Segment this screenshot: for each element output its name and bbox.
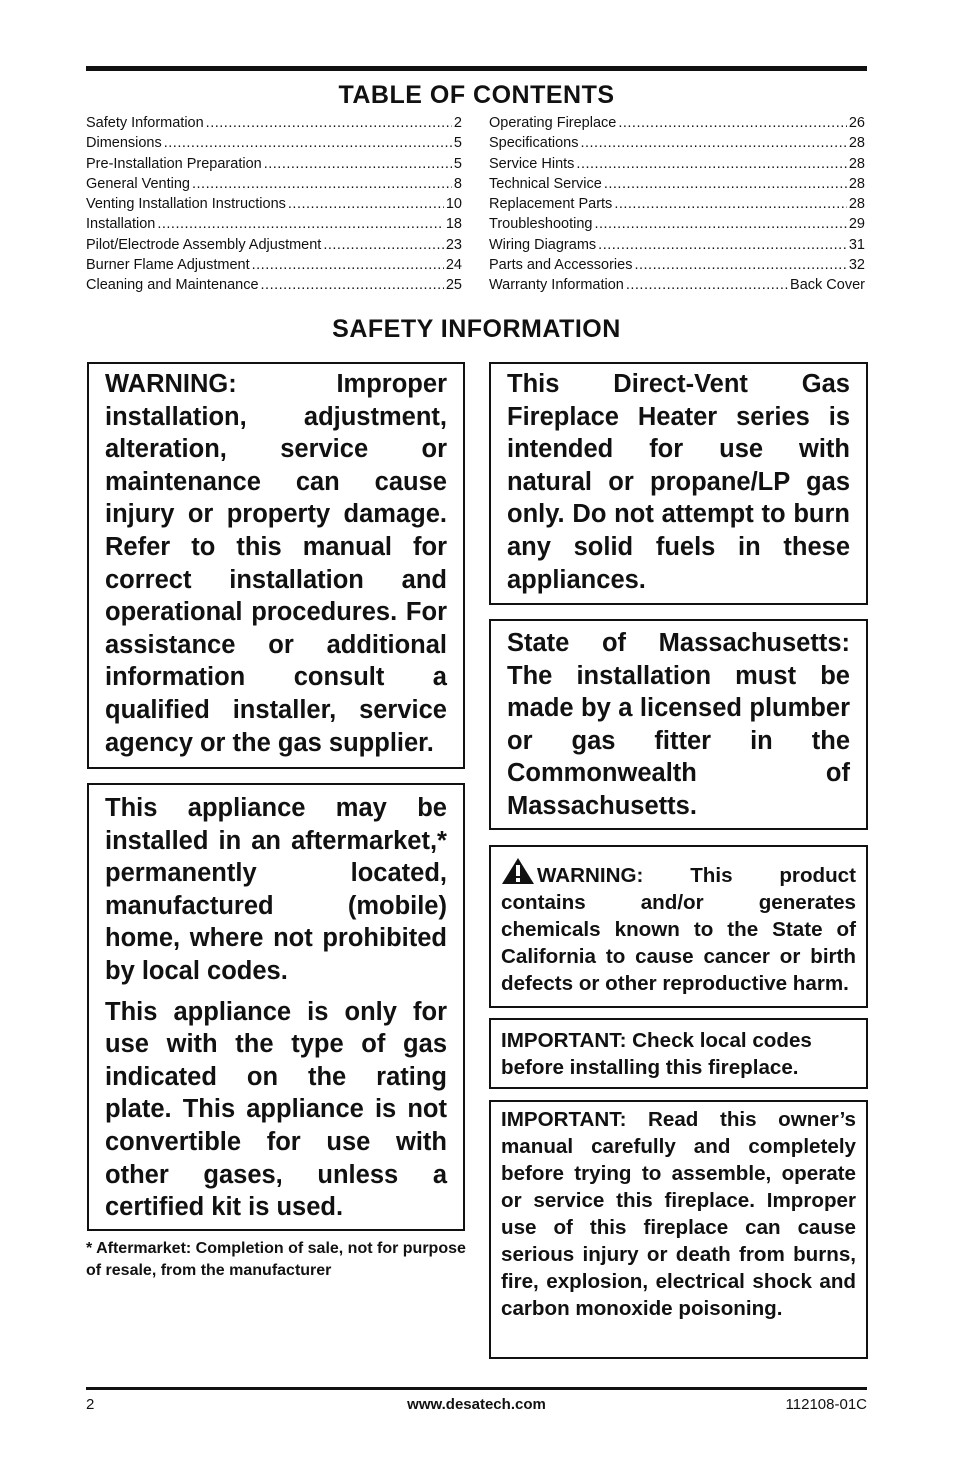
page-number: 2 bbox=[86, 1396, 95, 1413]
toc-entry bbox=[489, 255, 865, 275]
important-codes-box bbox=[489, 1018, 868, 1089]
prop65-box bbox=[489, 845, 868, 1008]
toc-entry-label: Operating Fireplace bbox=[489, 115, 617, 131]
toc-leader-dots bbox=[261, 275, 444, 295]
toc-entry-label: Warranty Information bbox=[489, 277, 624, 294]
important-read-text: IMPORTANT: Read this owner’s manual carefully and completely before trying to assemble, operate or service this fireplace. Improper use of this fireplace can cause serious injury or death from burns, fire, explosion, electrical shock and carbon monoxide poisoning. bbox=[501, 1108, 856, 1320]
toc-entry bbox=[489, 154, 865, 174]
toc-entry-page: 2 bbox=[453, 115, 462, 131]
toc-entry-page: 10 bbox=[445, 196, 462, 213]
toc-entry-page: 28 bbox=[848, 175, 865, 192]
toc-entry bbox=[489, 214, 865, 234]
toc-entry-page: 23 bbox=[445, 236, 462, 253]
warning-box bbox=[87, 362, 465, 769]
toc-entry bbox=[489, 275, 865, 295]
toc-leader-dots bbox=[192, 174, 452, 194]
mobile-home-text: This appliance may be installed in an aftermarket,* permanently located, manufactured (mobile) home, where not prohibited by local codes. bbox=[105, 794, 447, 985]
toc-entry-page: 28 bbox=[848, 155, 865, 172]
toc-leader-dots bbox=[576, 154, 846, 174]
toc-entry-page: 24 bbox=[445, 257, 462, 274]
toc-entry bbox=[86, 194, 462, 214]
toc-left-column bbox=[86, 113, 462, 296]
toc-entry bbox=[86, 133, 462, 153]
toc-leader-dots bbox=[618, 113, 847, 133]
document-number: 112108-01C bbox=[785, 1396, 867, 1413]
toc-leader-dots bbox=[164, 133, 452, 153]
toc-entry-page: 8 bbox=[453, 175, 462, 192]
toc-leader-dots bbox=[264, 154, 452, 174]
toc-entry bbox=[86, 275, 462, 295]
toc-entry-label: General Venting bbox=[86, 175, 190, 192]
toc-entry bbox=[86, 214, 462, 234]
massachusetts-text: State of Massachusetts: The installation must be made by a licensed plumber or gas fitter in the Commonwealth of Massachusetts. bbox=[507, 629, 850, 820]
toc-entry bbox=[489, 174, 865, 194]
toc-entry bbox=[489, 113, 865, 133]
toc-entry-label: Pre-Installation Preparation bbox=[86, 155, 262, 172]
toc-entry-label: Cleaning and Maintenance bbox=[86, 277, 259, 294]
toc-leader-dots bbox=[323, 235, 444, 255]
toc-leader-dots bbox=[626, 275, 788, 295]
appliance-box bbox=[87, 783, 465, 1231]
direct-vent-text: This Direct-Vent Gas Fireplace Heater series is intended for use with natural or propane/LP gas only. Do not attempt to burn any solid fuels in these appliances. bbox=[507, 370, 850, 594]
important-read-box bbox=[489, 1100, 868, 1359]
toc-leader-dots bbox=[614, 194, 847, 214]
warning-triangle-icon bbox=[501, 857, 535, 885]
prop65-text: WARNING: This product contains and/or generates chemicals known to the State of California to cause cancer or birth defects or other reproductive harm. bbox=[501, 864, 856, 995]
toc-entry-label: Wiring Diagrams bbox=[489, 236, 597, 253]
toc-entry bbox=[489, 235, 865, 255]
toc-entry-label: Safety Information bbox=[86, 115, 204, 131]
toc-entry bbox=[489, 194, 865, 214]
warning-text: WARNING: Improper installation, adjustment, alteration, service or maintenance can cause injury or property damage. Refer to this manual for correct installation and operational procedures. For assistance or additional information consult a qualified installer, service agency or the gas supplier. bbox=[105, 370, 447, 757]
toc-entry-page: 26 bbox=[848, 115, 865, 131]
safety-title: SAFETY INFORMATION bbox=[332, 315, 621, 343]
toc-entry-page: Back Cover bbox=[790, 277, 865, 294]
toc-entry-page: 29 bbox=[848, 216, 865, 233]
toc-entry-label: Venting Installation Instructions bbox=[86, 196, 286, 213]
toc-entry-page: 28 bbox=[848, 135, 865, 152]
toc-entry bbox=[86, 154, 462, 174]
toc-leader-dots bbox=[157, 214, 444, 234]
toc-entry bbox=[86, 113, 462, 133]
toc-entry-label: Dimensions bbox=[86, 135, 162, 152]
toc-entry-label: Replacement Parts bbox=[489, 196, 613, 213]
direct-vent-box bbox=[489, 362, 868, 605]
toc-entry bbox=[489, 133, 865, 153]
important-codes-text: IMPORTANT: Check local codes before installing this fireplace. bbox=[501, 1029, 812, 1079]
toc-entry-label: Burner Flame Adjustment bbox=[86, 257, 250, 274]
toc-leader-dots bbox=[598, 235, 847, 255]
top-rule bbox=[86, 66, 867, 71]
toc-entry-page: 5 bbox=[453, 155, 462, 172]
toc-entry-page: 32 bbox=[848, 257, 865, 274]
toc-entry-label: Installation bbox=[86, 216, 156, 233]
toc-entry-page: 31 bbox=[848, 236, 865, 253]
toc-entry-page: 25 bbox=[445, 277, 462, 294]
toc-leader-dots bbox=[634, 255, 846, 275]
toc-entry bbox=[86, 235, 462, 255]
bottom-rule bbox=[86, 1387, 867, 1390]
toc-entry-label: Pilot/Electrode Assembly Adjustment bbox=[86, 236, 322, 253]
toc-entry-page: 5 bbox=[453, 135, 462, 152]
toc-right-column bbox=[489, 113, 865, 296]
toc-entry-page: 18 bbox=[445, 216, 462, 233]
toc-entry-label: Technical Service bbox=[489, 175, 602, 192]
toc-entry-label: Parts and Accessories bbox=[489, 257, 633, 274]
toc-leader-dots bbox=[580, 133, 846, 153]
toc-entry-page: 28 bbox=[848, 196, 865, 213]
toc-leader-dots bbox=[604, 174, 847, 194]
toc-leader-dots bbox=[252, 255, 444, 275]
toc-entry bbox=[86, 174, 462, 194]
toc-leader-dots bbox=[206, 113, 452, 133]
massachusetts-box bbox=[489, 619, 868, 830]
toc-entry-label: Specifications bbox=[489, 135, 579, 152]
website: www.desatech.com bbox=[407, 1396, 546, 1413]
toc-entry-label: Troubleshooting bbox=[489, 216, 593, 233]
toc-leader-dots bbox=[288, 194, 444, 214]
aftermarket-footnote: * Aftermarket: Completion of sale, not for purpose of resale, from the manufacturer bbox=[86, 1240, 466, 1279]
toc-title: TABLE OF CONTENTS bbox=[338, 81, 615, 109]
toc-leader-dots bbox=[594, 214, 846, 234]
gas-type-text: This appliance is only for use with the type of gas indicated on the rating plate. This appliance is not convertible for use with other gases, unless a certified kit is used. bbox=[105, 997, 447, 1222]
toc-entry bbox=[86, 255, 462, 275]
toc-entry-label: Service Hints bbox=[489, 155, 575, 172]
